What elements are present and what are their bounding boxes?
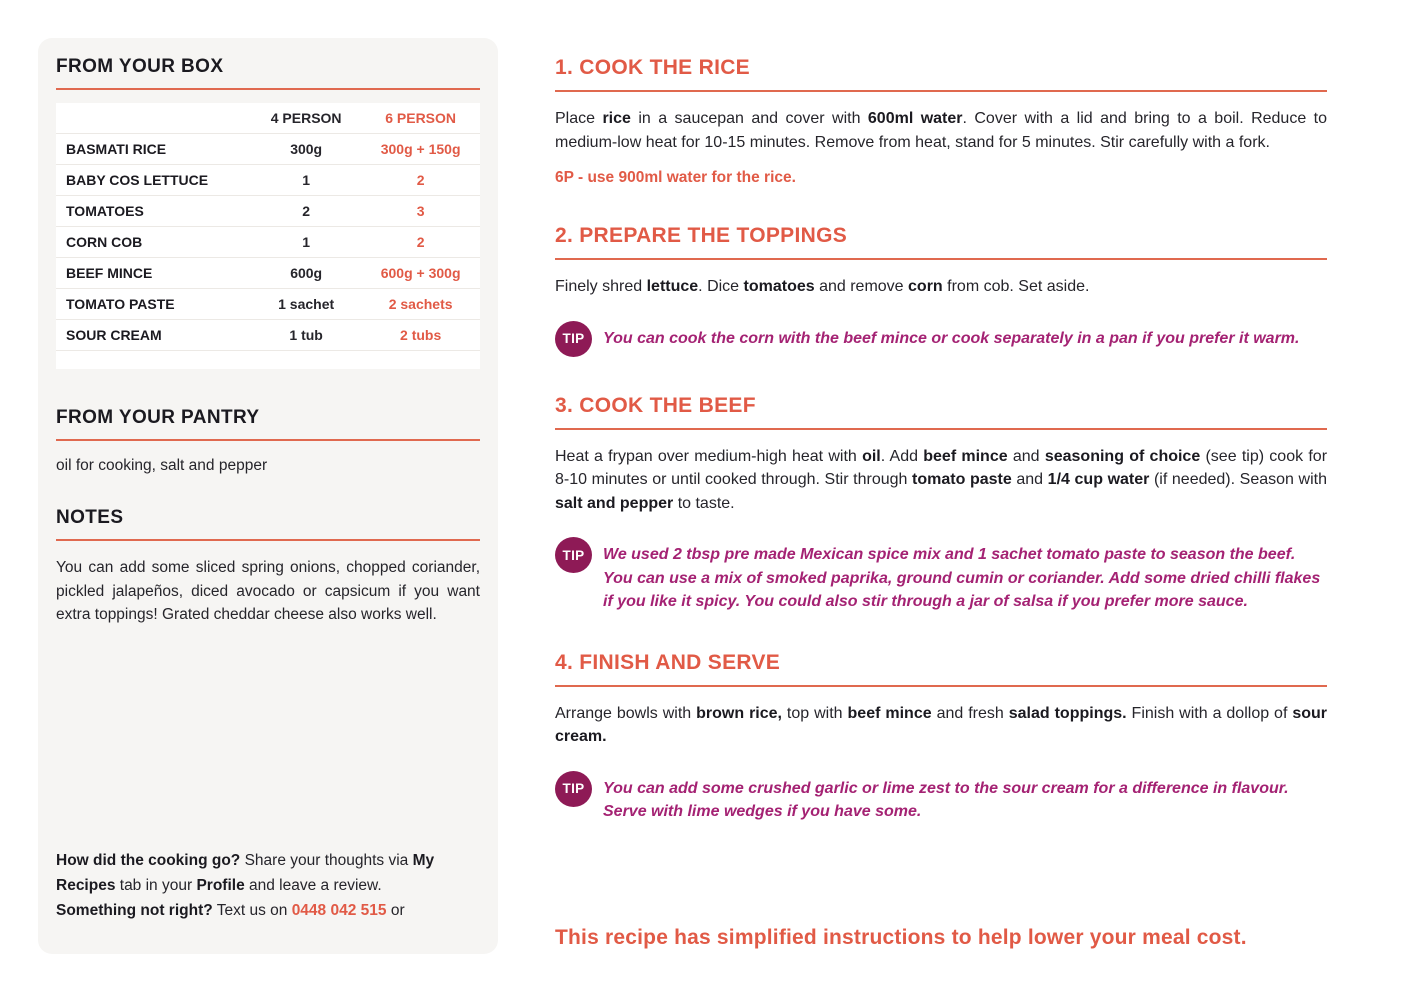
qty-4-person: 1 [251,165,361,196]
tip-badge: TIP [555,537,592,573]
text: and fresh [931,704,1009,722]
qty-6-person: 600g + 300g [361,258,480,289]
col-header-item [56,103,251,134]
tip-text: You can add some crushed garlic or lime zest to the sour cream for a difference in flavour. Serve with lime wedges if you have some. [603,779,1289,820]
ingredients-table-wrap [56,103,480,369]
qty-6-person: 2 [361,165,480,196]
qty-6-person: 2 tubs [361,320,480,351]
text: and leave a review. [244,876,382,894]
text: (see tip) cook for 8-10 minutes or until cooked through. Stir through [555,447,1328,488]
box-table-body [56,134,480,351]
text: top with [781,704,848,722]
from-your-box-heading: FROM YOUR BOX [56,56,480,90]
table-row [56,320,480,351]
text: Heat a frypan over medium-high heat with [555,447,863,465]
table-row [56,227,480,258]
ingredient-name: BASMATI RICE [56,134,251,165]
qty-6-person: 3 [361,196,480,227]
table-header-row [56,103,480,134]
from-your-pantry-heading: FROM YOUR PANTRY [56,407,480,441]
step [555,651,1327,824]
step-title: 1. COOK THE RICE [555,56,1327,92]
text: Arrange bowls with [555,704,697,722]
text: Share your thoughts via [240,851,413,869]
step [555,394,1327,614]
step-note: 6P - use 900ml water for the rice. [555,169,796,186]
bold-text: seasoning of choice [1044,447,1201,465]
table-row [56,134,480,165]
qty-4-person: 600g [251,258,361,289]
bold-text: Profile [196,876,245,894]
steps [555,56,1327,824]
step-paragraph [555,445,1327,516]
step-paragraph [555,107,1327,154]
text: . Cover with a lid and bring to a boil. Reduce to medium-low heat for 10-15 minutes. Remove from heat, stand for 5 minutes. Stir carefully with a fork. [555,110,1328,151]
text: Place [555,110,603,127]
bold-text: brown rice, [696,704,782,722]
bold-text: beef mince [847,704,932,722]
bold-text: rice [602,110,631,127]
step-paragraph [555,275,1327,299]
qty-4-person: 1 tub [251,320,361,351]
qty-6-person: 2 [361,227,480,258]
step-tip [555,537,1327,614]
step [555,224,1327,357]
step-paragraph [555,702,1327,749]
col-header-6-person: 6 PERSON [361,103,480,134]
bold-text: sour cream. [555,704,1328,745]
table-row [56,258,480,289]
bold-text: salad toppings. [1008,704,1127,722]
bold-text: salt and pepper [555,494,674,512]
step-title: 2. PREPARE THE TOPPINGS [555,224,1327,260]
table-row [56,289,480,320]
ingredient-name: BABY COS LETTUCE [56,165,251,196]
ingredients-panel [38,38,498,954]
qty-4-person: 300g [251,134,361,165]
bold-text: 600ml water [867,110,963,127]
text: . Add [880,447,924,465]
text: or [386,901,405,919]
step-tip [555,321,1327,357]
step-title: 3. COOK THE BEEF [555,394,1327,430]
step-title: 4. FINISH AND SERVE [555,651,1327,687]
pantry-text: oil for cooking, salt and pepper [56,457,268,474]
qty-4-person: 2 [251,196,361,227]
text: in a saucepan and cover with [630,110,868,127]
qty-4-person: 1 [251,227,361,258]
text: tab in your [115,876,197,894]
text: Finely shred [555,278,647,295]
bold-text: corn [908,278,943,295]
bold-text: 1/4 cup water [1047,471,1150,488]
bold-text: oil [862,447,881,465]
text: (if needed). Season with [1149,471,1327,488]
bold-text: How did the cooking go? [56,851,241,869]
text: to taste. [673,494,735,512]
ingredient-name: SOUR CREAM [56,320,251,351]
bold-text: tomatoes [743,278,815,295]
notes-text: You can add some sliced spring onions, chopped coriander, pickled jalapeños, diced avocado or capsicum if you want extra toppings! Grated cheddar cheese also works well. [56,559,480,623]
bold-text: tomato paste [912,471,1012,488]
step-tip [555,771,1327,824]
bold-text: Something not right? [56,901,213,919]
bold-text: beef mince [923,447,1008,465]
text: Finish with a dollop of [1126,704,1293,722]
text: from cob. Set aside. [942,278,1090,295]
ingredient-name: BEEF MINCE [56,258,251,289]
qty-6-person: 300g + 150g [361,134,480,165]
tip-badge: TIP [555,771,592,807]
footer-note: This recipe has simplified instructions to help lower your meal cost. [555,926,1247,949]
step [555,56,1327,187]
ingredient-name: TOMATO PASTE [56,289,251,320]
bold-text: My Recipes [56,851,435,894]
feedback-text [56,848,480,923]
text: Text us on [212,901,292,919]
phone-number: 0448 042 515 [291,901,387,919]
ingredients-table [56,103,480,351]
text: and remove [814,278,909,295]
tip-badge: TIP [555,321,592,357]
instructions [555,56,1327,861]
ingredient-name: CORN COB [56,227,251,258]
tip-text: You can cook the corn with the beef mince or cook separately in a pan if you prefer it warm. [603,329,1300,347]
text: and [1007,447,1045,465]
notes-heading: NOTES [56,507,480,541]
table-row [56,196,480,227]
tip-text: We used 2 tbsp pre made Mexican spice mix and 1 sachet tomato paste to season the beef. You can use a mix of smoked paprika, ground cumin or coriander. Add some dried chilli flakes if you like it spicy. You could also stir through a jar of salsa if you prefer more sauce. [603,546,1321,610]
bold-text: lettuce [646,278,699,295]
text: . Dice [698,278,744,295]
table-row [56,165,480,196]
ingredient-name: TOMATOES [56,196,251,227]
qty-4-person: 1 sachet [251,289,361,320]
text: and [1011,471,1048,488]
col-header-4-person: 4 PERSON [251,103,361,134]
qty-6-person: 2 sachets [361,289,480,320]
